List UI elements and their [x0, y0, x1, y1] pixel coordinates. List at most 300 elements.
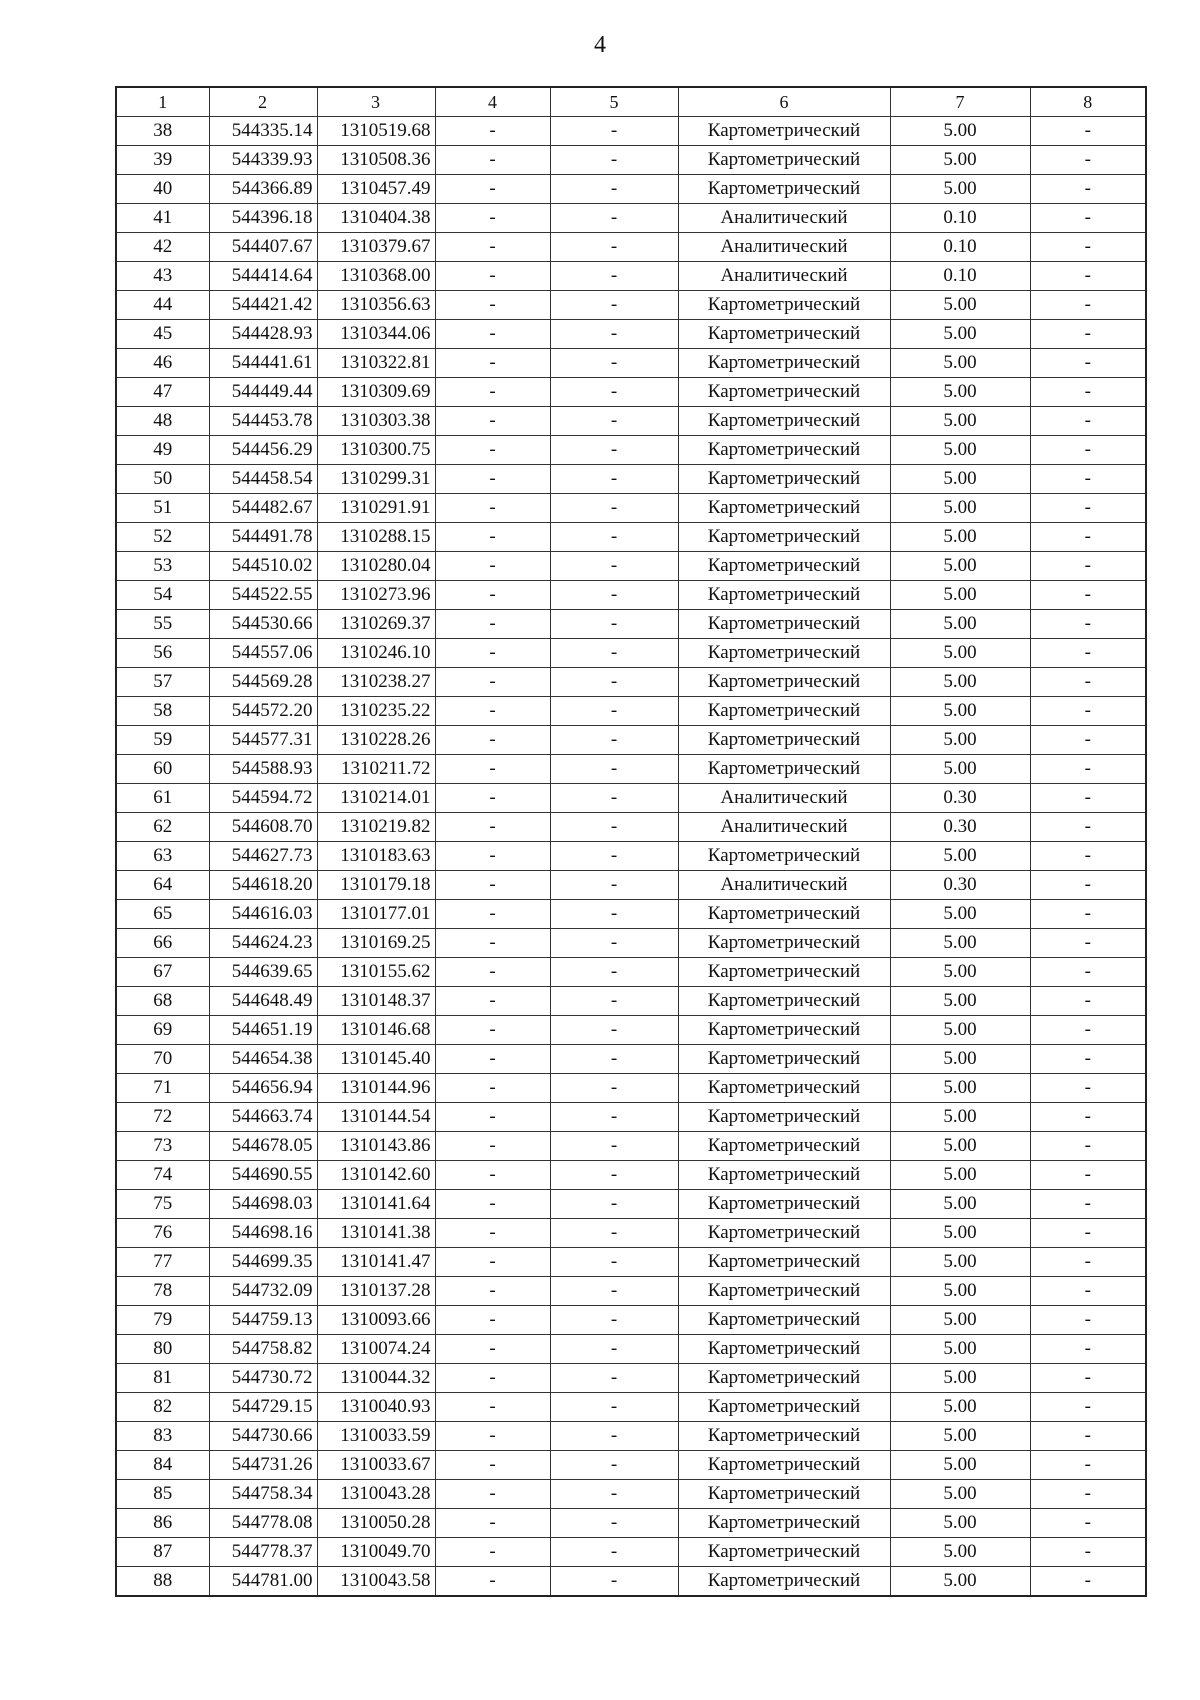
cell-method: Картометрический [678, 1451, 890, 1480]
cell-column-8-value: - [1030, 1016, 1146, 1045]
cell-column-5-value: - [550, 407, 678, 436]
cell-column-5-value: - [550, 1567, 678, 1597]
table-row [116, 378, 1146, 407]
cell-point-number: 54 [116, 581, 209, 610]
cell-column-8-value: - [1030, 929, 1146, 958]
cell-column-5-value: - [550, 697, 678, 726]
cell-column-4-value: - [435, 1248, 550, 1277]
cell-accuracy: 5.00 [890, 523, 1030, 552]
cell-y-coordinate: 1310141.47 [317, 1248, 435, 1277]
cell-point-number: 81 [116, 1364, 209, 1393]
cell-column-8-value: - [1030, 1277, 1146, 1306]
cell-method: Картометрический [678, 1132, 890, 1161]
cell-accuracy: 5.00 [890, 1364, 1030, 1393]
cell-column-8-value: - [1030, 291, 1146, 320]
page-number: 4 [594, 32, 606, 58]
cell-column-5-value: - [550, 1393, 678, 1422]
cell-x-coordinate: 544441.61 [209, 349, 317, 378]
cell-method: Картометрический [678, 610, 890, 639]
cell-x-coordinate: 544758.34 [209, 1480, 317, 1509]
cell-x-coordinate: 544491.78 [209, 523, 317, 552]
cell-point-number: 45 [116, 320, 209, 349]
cell-accuracy: 5.00 [890, 1306, 1030, 1335]
cell-y-coordinate: 1310177.01 [317, 900, 435, 929]
cell-accuracy: 5.00 [890, 755, 1030, 784]
cell-accuracy: 5.00 [890, 436, 1030, 465]
cell-x-coordinate: 544569.28 [209, 668, 317, 697]
cell-method: Аналитический [678, 813, 890, 842]
table-row [116, 639, 1146, 668]
cell-x-coordinate: 544698.03 [209, 1190, 317, 1219]
cell-accuracy: 5.00 [890, 1103, 1030, 1132]
cell-x-coordinate: 544618.20 [209, 871, 317, 900]
cell-column-8-value: - [1030, 233, 1146, 262]
cell-method: Аналитический [678, 871, 890, 900]
cell-column-4-value: - [435, 871, 550, 900]
cell-accuracy: 5.00 [890, 900, 1030, 929]
cell-column-8-value: - [1030, 494, 1146, 523]
cell-y-coordinate: 1310303.38 [317, 407, 435, 436]
cell-column-8-value: - [1030, 784, 1146, 813]
cell-x-coordinate: 544616.03 [209, 900, 317, 929]
cell-method: Картометрический [678, 1190, 890, 1219]
table-row [116, 494, 1146, 523]
cell-column-5-value: - [550, 929, 678, 958]
table-row [116, 1132, 1146, 1161]
cell-column-4-value: - [435, 1045, 550, 1074]
cell-column-5-value: - [550, 1103, 678, 1132]
table-row [116, 233, 1146, 262]
cell-method: Картометрический [678, 1103, 890, 1132]
cell-y-coordinate: 1310288.15 [317, 523, 435, 552]
cell-column-8-value: - [1030, 552, 1146, 581]
cell-y-coordinate: 1310050.28 [317, 1509, 435, 1538]
cell-accuracy: 5.00 [890, 407, 1030, 436]
cell-method: Картометрический [678, 1393, 890, 1422]
cell-column-8-value: - [1030, 1248, 1146, 1277]
cell-x-coordinate: 544656.94 [209, 1074, 317, 1103]
cell-column-5-value: - [550, 1248, 678, 1277]
cell-method: Картометрический [678, 1480, 890, 1509]
table-body [116, 87, 1146, 1596]
cell-column-4-value: - [435, 407, 550, 436]
cell-column-5-value: - [550, 1335, 678, 1364]
table-row [116, 1045, 1146, 1074]
cell-method: Картометрический [678, 407, 890, 436]
cell-x-coordinate: 544530.66 [209, 610, 317, 639]
cell-y-coordinate: 1310145.40 [317, 1045, 435, 1074]
column-header-3: 3 [317, 87, 435, 117]
cell-method: Картометрический [678, 117, 890, 146]
cell-column-8-value: - [1030, 1480, 1146, 1509]
cell-accuracy: 5.00 [890, 1045, 1030, 1074]
cell-x-coordinate: 544588.93 [209, 755, 317, 784]
column-header-1: 1 [116, 87, 209, 117]
column-header-7: 7 [890, 87, 1030, 117]
cell-column-4-value: - [435, 1277, 550, 1306]
cell-method: Картометрический [678, 987, 890, 1016]
cell-accuracy: 5.00 [890, 1509, 1030, 1538]
cell-method: Картометрический [678, 1422, 890, 1451]
cell-y-coordinate: 1310379.67 [317, 233, 435, 262]
table-row [116, 1538, 1146, 1567]
cell-y-coordinate: 1310299.31 [317, 465, 435, 494]
cell-column-8-value: - [1030, 1509, 1146, 1538]
cell-x-coordinate: 544729.15 [209, 1393, 317, 1422]
column-header-8: 8 [1030, 87, 1146, 117]
cell-x-coordinate: 544778.08 [209, 1509, 317, 1538]
cell-column-8-value: - [1030, 146, 1146, 175]
cell-y-coordinate: 1310291.91 [317, 494, 435, 523]
cell-column-5-value: - [550, 987, 678, 1016]
cell-method: Картометрический [678, 1538, 890, 1567]
cell-accuracy: 5.00 [890, 842, 1030, 871]
cell-accuracy: 5.00 [890, 146, 1030, 175]
cell-method: Картометрический [678, 842, 890, 871]
table-row [116, 1393, 1146, 1422]
cell-y-coordinate: 1310148.37 [317, 987, 435, 1016]
cell-point-number: 55 [116, 610, 209, 639]
cell-column-5-value: - [550, 262, 678, 291]
cell-column-8-value: - [1030, 1045, 1146, 1074]
cell-column-4-value: - [435, 639, 550, 668]
cell-y-coordinate: 1310211.72 [317, 755, 435, 784]
cell-column-8-value: - [1030, 523, 1146, 552]
cell-column-5-value: - [550, 1480, 678, 1509]
cell-column-4-value: - [435, 552, 550, 581]
cell-x-coordinate: 544781.00 [209, 1567, 317, 1597]
cell-column-4-value: - [435, 697, 550, 726]
cell-y-coordinate: 1310344.06 [317, 320, 435, 349]
cell-column-4-value: - [435, 900, 550, 929]
table-row [116, 900, 1146, 929]
cell-x-coordinate: 544339.93 [209, 146, 317, 175]
cell-column-8-value: - [1030, 465, 1146, 494]
table-row [116, 1277, 1146, 1306]
cell-column-4-value: - [435, 291, 550, 320]
cell-method: Картометрический [678, 494, 890, 523]
cell-column-4-value: - [435, 117, 550, 146]
cell-column-8-value: - [1030, 900, 1146, 929]
cell-method: Картометрический [678, 1045, 890, 1074]
cell-x-coordinate: 544482.67 [209, 494, 317, 523]
table-row [116, 929, 1146, 958]
cell-method: Картометрический [678, 639, 890, 668]
cell-point-number: 62 [116, 813, 209, 842]
cell-column-8-value: - [1030, 1422, 1146, 1451]
cell-x-coordinate: 544522.55 [209, 581, 317, 610]
cell-point-number: 87 [116, 1538, 209, 1567]
cell-column-4-value: - [435, 1074, 550, 1103]
cell-column-4-value: - [435, 1509, 550, 1538]
cell-y-coordinate: 1310144.54 [317, 1103, 435, 1132]
cell-accuracy: 5.00 [890, 958, 1030, 987]
cell-accuracy: 5.00 [890, 581, 1030, 610]
cell-column-5-value: - [550, 349, 678, 378]
cell-column-5-value: - [550, 436, 678, 465]
cell-y-coordinate: 1310309.69 [317, 378, 435, 407]
cell-y-coordinate: 1310246.10 [317, 639, 435, 668]
cell-y-coordinate: 1310519.68 [317, 117, 435, 146]
cell-x-coordinate: 544690.55 [209, 1161, 317, 1190]
table-row [116, 204, 1146, 233]
cell-x-coordinate: 544453.78 [209, 407, 317, 436]
cell-point-number: 67 [116, 958, 209, 987]
table-row [116, 1306, 1146, 1335]
cell-point-number: 71 [116, 1074, 209, 1103]
column-header-5: 5 [550, 87, 678, 117]
cell-x-coordinate: 544730.66 [209, 1422, 317, 1451]
cell-column-5-value: - [550, 1161, 678, 1190]
cell-column-5-value: - [550, 494, 678, 523]
cell-column-8-value: - [1030, 668, 1146, 697]
cell-column-8-value: - [1030, 639, 1146, 668]
table-row [116, 784, 1146, 813]
cell-column-4-value: - [435, 784, 550, 813]
cell-column-8-value: - [1030, 436, 1146, 465]
cell-column-4-value: - [435, 842, 550, 871]
cell-column-8-value: - [1030, 1538, 1146, 1567]
cell-x-coordinate: 544414.64 [209, 262, 317, 291]
cell-x-coordinate: 544335.14 [209, 117, 317, 146]
cell-accuracy: 5.00 [890, 610, 1030, 639]
cell-x-coordinate: 544396.18 [209, 204, 317, 233]
cell-accuracy: 5.00 [890, 987, 1030, 1016]
cell-accuracy: 5.00 [890, 1422, 1030, 1451]
cell-point-number: 79 [116, 1306, 209, 1335]
table-row [116, 1567, 1146, 1597]
table-row [116, 146, 1146, 175]
cell-y-coordinate: 1310219.82 [317, 813, 435, 842]
cell-column-8-value: - [1030, 1364, 1146, 1393]
cell-column-8-value: - [1030, 407, 1146, 436]
cell-accuracy: 5.00 [890, 697, 1030, 726]
cell-column-4-value: - [435, 1219, 550, 1248]
cell-column-8-value: - [1030, 813, 1146, 842]
cell-column-5-value: - [550, 1074, 678, 1103]
cell-method: Картометрический [678, 697, 890, 726]
cell-method: Аналитический [678, 233, 890, 262]
cell-accuracy: 5.00 [890, 1074, 1030, 1103]
cell-method: Картометрический [678, 552, 890, 581]
cell-method: Картометрический [678, 1248, 890, 1277]
cell-method: Картометрический [678, 581, 890, 610]
cell-column-4-value: - [435, 929, 550, 958]
cell-column-4-value: - [435, 465, 550, 494]
cell-method: Картометрический [678, 1016, 890, 1045]
cell-column-4-value: - [435, 146, 550, 175]
cell-point-number: 72 [116, 1103, 209, 1132]
cell-y-coordinate: 1310273.96 [317, 581, 435, 610]
cell-x-coordinate: 544421.42 [209, 291, 317, 320]
cell-y-coordinate: 1310457.49 [317, 175, 435, 204]
table-row [116, 117, 1146, 146]
cell-column-8-value: - [1030, 1567, 1146, 1597]
cell-accuracy: 5.00 [890, 1277, 1030, 1306]
cell-column-8-value: - [1030, 117, 1146, 146]
cell-point-number: 51 [116, 494, 209, 523]
cell-column-5-value: - [550, 320, 678, 349]
cell-point-number: 64 [116, 871, 209, 900]
table-row [116, 697, 1146, 726]
cell-point-number: 58 [116, 697, 209, 726]
cell-x-coordinate: 544654.38 [209, 1045, 317, 1074]
cell-column-4-value: - [435, 378, 550, 407]
cell-accuracy: 5.00 [890, 378, 1030, 407]
cell-column-5-value: - [550, 146, 678, 175]
cell-accuracy: 0.10 [890, 233, 1030, 262]
cell-accuracy: 5.00 [890, 639, 1030, 668]
cell-y-coordinate: 1310033.67 [317, 1451, 435, 1480]
cell-y-coordinate: 1310137.28 [317, 1277, 435, 1306]
cell-column-5-value: - [550, 1451, 678, 1480]
cell-point-number: 61 [116, 784, 209, 813]
cell-column-5-value: - [550, 813, 678, 842]
table-row [116, 987, 1146, 1016]
cell-column-5-value: - [550, 523, 678, 552]
cell-point-number: 43 [116, 262, 209, 291]
cell-x-coordinate: 544758.82 [209, 1335, 317, 1364]
cell-y-coordinate: 1310280.04 [317, 552, 435, 581]
cell-column-8-value: - [1030, 1103, 1146, 1132]
cell-column-4-value: - [435, 1190, 550, 1219]
cell-x-coordinate: 544366.89 [209, 175, 317, 204]
cell-column-5-value: - [550, 1016, 678, 1045]
column-header-2: 2 [209, 87, 317, 117]
cell-accuracy: 5.00 [890, 1567, 1030, 1597]
cell-column-5-value: - [550, 958, 678, 987]
cell-x-coordinate: 544651.19 [209, 1016, 317, 1045]
cell-accuracy: 5.00 [890, 291, 1030, 320]
cell-point-number: 75 [116, 1190, 209, 1219]
cell-point-number: 74 [116, 1161, 209, 1190]
table-row [116, 1161, 1146, 1190]
cell-column-4-value: - [435, 175, 550, 204]
table-row [116, 726, 1146, 755]
cell-y-coordinate: 1310155.62 [317, 958, 435, 987]
cell-method: Картометрический [678, 465, 890, 494]
cell-x-coordinate: 544428.93 [209, 320, 317, 349]
cell-method: Картометрический [678, 1567, 890, 1597]
table-row [116, 349, 1146, 378]
cell-method: Картометрический [678, 755, 890, 784]
cell-column-4-value: - [435, 1393, 550, 1422]
cell-column-8-value: - [1030, 1190, 1146, 1219]
cell-column-5-value: - [550, 117, 678, 146]
cell-y-coordinate: 1310214.01 [317, 784, 435, 813]
cell-column-8-value: - [1030, 581, 1146, 610]
cell-accuracy: 5.00 [890, 1538, 1030, 1567]
cell-accuracy: 0.30 [890, 871, 1030, 900]
cell-column-4-value: - [435, 204, 550, 233]
cell-column-8-value: - [1030, 1393, 1146, 1422]
cell-method: Картометрический [678, 436, 890, 465]
cell-method: Картометрический [678, 378, 890, 407]
cell-column-4-value: - [435, 1132, 550, 1161]
table-row [116, 813, 1146, 842]
cell-accuracy: 0.30 [890, 813, 1030, 842]
cell-point-number: 68 [116, 987, 209, 1016]
cell-y-coordinate: 1310235.22 [317, 697, 435, 726]
cell-accuracy: 5.00 [890, 175, 1030, 204]
cell-column-4-value: - [435, 813, 550, 842]
cell-column-4-value: - [435, 1480, 550, 1509]
table-row [116, 291, 1146, 320]
cell-x-coordinate: 544759.13 [209, 1306, 317, 1335]
cell-column-5-value: - [550, 1306, 678, 1335]
table-row [116, 871, 1146, 900]
cell-accuracy: 5.00 [890, 1132, 1030, 1161]
cell-y-coordinate: 1310093.66 [317, 1306, 435, 1335]
table-row [116, 523, 1146, 552]
cell-y-coordinate: 1310043.58 [317, 1567, 435, 1597]
cell-accuracy: 5.00 [890, 1480, 1030, 1509]
cell-accuracy: 5.00 [890, 668, 1030, 697]
cell-column-5-value: - [550, 784, 678, 813]
table-row [116, 1335, 1146, 1364]
cell-point-number: 73 [116, 1132, 209, 1161]
cell-column-4-value: - [435, 494, 550, 523]
cell-accuracy: 5.00 [890, 349, 1030, 378]
cell-column-4-value: - [435, 320, 550, 349]
cell-column-5-value: - [550, 1509, 678, 1538]
cell-column-5-value: - [550, 291, 678, 320]
cell-column-5-value: - [550, 1190, 678, 1219]
cell-column-4-value: - [435, 668, 550, 697]
cell-column-4-value: - [435, 1016, 550, 1045]
cell-point-number: 66 [116, 929, 209, 958]
cell-column-8-value: - [1030, 610, 1146, 639]
cell-method: Картометрический [678, 146, 890, 175]
table-row [116, 262, 1146, 291]
cell-x-coordinate: 544510.02 [209, 552, 317, 581]
cell-accuracy: 5.00 [890, 1190, 1030, 1219]
table-row [116, 668, 1146, 697]
cell-column-4-value: - [435, 349, 550, 378]
table-row [116, 1219, 1146, 1248]
cell-column-5-value: - [550, 639, 678, 668]
cell-point-number: 78 [116, 1277, 209, 1306]
cell-y-coordinate: 1310074.24 [317, 1335, 435, 1364]
table-row [116, 1248, 1146, 1277]
cell-method: Картометрический [678, 1364, 890, 1393]
cell-column-5-value: - [550, 204, 678, 233]
cell-y-coordinate: 1310040.93 [317, 1393, 435, 1422]
cell-y-coordinate: 1310146.68 [317, 1016, 435, 1045]
cell-x-coordinate: 544456.29 [209, 436, 317, 465]
cell-accuracy: 5.00 [890, 1393, 1030, 1422]
cell-accuracy: 5.00 [890, 1161, 1030, 1190]
table-row [116, 1422, 1146, 1451]
coordinates-table [115, 86, 1147, 1597]
cell-x-coordinate: 544608.70 [209, 813, 317, 842]
cell-point-number: 70 [116, 1045, 209, 1074]
cell-method: Аналитический [678, 784, 890, 813]
cell-column-8-value: - [1030, 958, 1146, 987]
cell-accuracy: 5.00 [890, 494, 1030, 523]
cell-y-coordinate: 1310142.60 [317, 1161, 435, 1190]
table-row [116, 1480, 1146, 1509]
cell-point-number: 80 [116, 1335, 209, 1364]
cell-method: Картометрический [678, 1306, 890, 1335]
cell-x-coordinate: 544730.72 [209, 1364, 317, 1393]
cell-method: Картометрический [678, 958, 890, 987]
table-row [116, 581, 1146, 610]
cell-method: Картометрический [678, 291, 890, 320]
cell-point-number: 40 [116, 175, 209, 204]
cell-x-coordinate: 544639.65 [209, 958, 317, 987]
cell-column-5-value: - [550, 755, 678, 784]
